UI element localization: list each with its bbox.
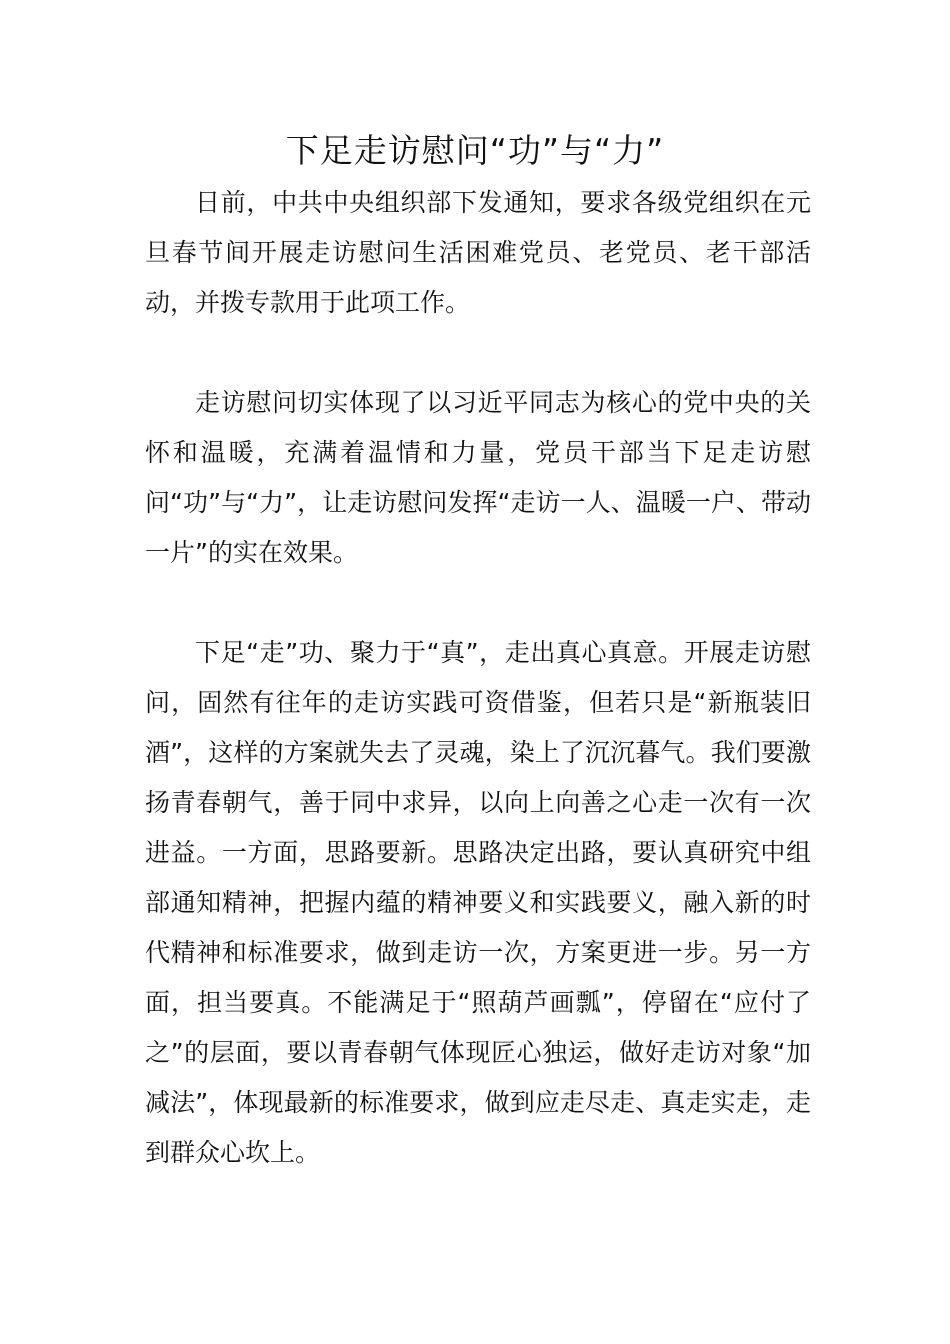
paragraph-3: 下足“走”功、聚力于“真”，走出真心真意。开展走访慰问，固然有往年的走访实践可资借鉴，但若只是“新瓶装旧酒”，这样的方案就失去了灵魂，染上了沉沉暮气。我们要激扬青春朝气，善于同中求异，以向上向善之心走一次有一次进益。一方面，思路要新。思路决定出路，要认真研究中组部通知精神，把握内蕴的精神要义和实践要义，融入新的时代精神和标准要求，做到走访一次，方案更进一步。另一方面，担当要真。不能满足于“照葫芦画瓢”，停留在“应付了之”的层面，要以青春朝气体现匠心独运，做好走访对象“加减法”，体现最新的标准要求，做到应走尽走、真走实走，走到群众心坎上。 — [145, 638, 811, 1167]
document-title: 下足走访慰问“功”与“力” — [285, 131, 665, 170]
paragraph-1: 日前，中共中央组织部下发通知，要求各级党组织在元旦春节间开展走访慰问生活困难党员、老党员、老干部活动，并拨专款用于此项工作。 — [145, 188, 811, 317]
document-body — [145, 178, 811, 1178]
paragraph-2: 走访慰问切实体现了以习近平同志为核心的党中央的关怀和温暖，充满着温情和力量，党员干部当下足走访慰问“功”与“力”，让走访慰问发挥“走访一人、温暖一户、带动一片”的实在效果。 — [145, 388, 811, 567]
paragraph-spacer — [145, 328, 811, 378]
paragraph-spacer — [145, 578, 811, 628]
